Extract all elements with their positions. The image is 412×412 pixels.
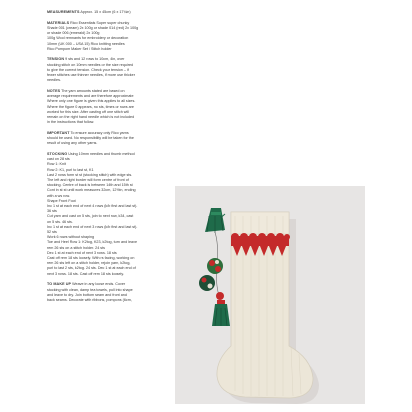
stocking-line: Inc 1 st at each end of next 3 rows (k/b first and last st). xyxy=(47,224,138,229)
stocking-line: purl to last 2 sts, k2tog. 24 sts. Dec 1 st at each end of xyxy=(47,266,136,271)
stocking-illustration xyxy=(175,186,365,404)
make-up-line: stocking with clean, damp tea towels, pull into shape xyxy=(47,287,133,292)
tension-line: to give the correct tension. Check your tension – if xyxy=(47,67,129,72)
materials-line: 10mm (UK 000 – USA 15) Rico knitting needles xyxy=(47,41,125,46)
tension-heading: TENSION xyxy=(47,57,65,62)
stocking-line: on 5 sts. 46 sts. xyxy=(47,219,73,224)
notes-line: worked for this size. After casting off one stitch will xyxy=(47,109,129,114)
stocking-line: stocking. Centre of back is between 14th and 15th st xyxy=(47,183,133,188)
stocking-line: Shape Front Foot xyxy=(47,198,76,203)
materials-line: or shade 006 (emerald) 2x 100g xyxy=(47,31,100,36)
measurements-heading: MEASUREMENTS xyxy=(47,10,80,14)
stocking-line: Work 6 rows without shaping xyxy=(47,235,95,240)
stocking-line: Cut yarn and cast on 5 sts, join to next row, k34, cast xyxy=(47,214,134,219)
pompom-upper xyxy=(207,258,223,274)
materials-heading: MATERIALS xyxy=(47,20,70,25)
stocking-line: next 3 rows. 18 sts. Cast off rem 18 sts loosely. xyxy=(47,271,124,276)
stocking-photo xyxy=(175,186,365,404)
stocking-line: Inc 1 st at each end of next 4 rows (k/b first and last st). xyxy=(47,204,138,208)
measurements-section xyxy=(47,10,175,15)
stocking-line: cast on 28 sts xyxy=(47,157,70,162)
notes-line: Where the figure 0 appears, no sts, times or rows are xyxy=(47,104,134,109)
important-line: result of using any other yarns. xyxy=(47,141,98,146)
important-line: should be used. No responsibility will be taken for the xyxy=(47,136,134,141)
make-up-line: back seams. Decorate with ribbons, pompons (6cm, xyxy=(47,297,132,302)
notes-line: Where only one figure is given this applies to all sizes. xyxy=(47,99,136,104)
stocking-line: with a ws row. xyxy=(47,193,70,198)
materials-line: Shade 001 (cream) 2x 100g or shade 014 (red) 2x 100g xyxy=(47,25,139,30)
stocking-line: Row 1: Knit xyxy=(47,162,66,167)
stocking-line: Dec 1 st at each end of next 3 rows. 18 sts xyxy=(47,250,117,255)
tension-line: needles. xyxy=(47,78,61,83)
make-up-section xyxy=(47,282,175,303)
stocking-cuff xyxy=(231,212,289,234)
important-section xyxy=(47,131,175,147)
materials-line: Rico Essentials Super super chunky xyxy=(70,20,130,25)
measurements-text: Approx. 15 x 45cm (6 x 17¾in) xyxy=(80,10,131,14)
stocking-section xyxy=(47,152,175,277)
tension-line: fewer stitches use thinner needles, if more use thicker xyxy=(47,73,135,78)
stocking-line: Cont in st st until work measures 32cm, 12½in, ending xyxy=(47,188,136,193)
notes-heading: NOTES xyxy=(47,88,61,93)
small-red-pompom xyxy=(216,292,224,300)
stocking-line: rem 26 sts on a stitch holder. 24 sts xyxy=(47,245,106,250)
make-up-line: Weave in any loose ends. Cover xyxy=(72,282,126,287)
materials-line: Rico Pompom Maker Set / Stitch holder xyxy=(47,46,112,51)
stocking-line: Toe and Heel Row 1: K2tog, K23, k2tog, turn and leave xyxy=(47,240,137,245)
tension-line: stocking stitch on 10mm needles or the size required xyxy=(47,62,134,67)
materials-line: 100g Wool remnants for embroidery or decoration xyxy=(47,36,129,41)
stocking-line: Row 2: K1, purl to last st, K1 xyxy=(47,167,94,172)
pompom-lower xyxy=(199,275,215,291)
stocking-line: The left and right border will form centre of front of xyxy=(47,177,129,182)
stocking-line: 52 sts xyxy=(47,230,57,235)
make-up-heading: TO MAKE UP xyxy=(47,282,72,287)
stocking-line: rem 26 sts left on a stitch holder, rejoin yarn, k2tog, xyxy=(47,261,131,266)
instructions-column xyxy=(47,10,175,309)
important-line: To ensure accuracy only Rico yarns xyxy=(70,130,129,135)
stocking-line: Using 10mm needles and thumb method xyxy=(68,151,135,156)
notes-line: in the instructions that follow. xyxy=(47,120,95,125)
notes-line: average requirements and are therefore approximate xyxy=(47,94,134,99)
materials-section xyxy=(47,21,175,52)
notes-line: The yarn amounts stated are based on xyxy=(61,88,125,93)
important-heading: IMPORTANT xyxy=(47,130,70,135)
tension-line: 9 sts and 12 rows to 10cm, 4in, over xyxy=(65,57,125,62)
stocking-line: Last 2 rows form st st (stocking stitch) with edge sts. xyxy=(47,172,133,177)
stocking-line: Cast off rem 18 sts loosely. With rs facing, working on xyxy=(47,256,135,261)
tension-section xyxy=(47,57,175,83)
make-up-line: and leave to dry. Join bottom seam and front and xyxy=(47,292,127,297)
stocking-heading: STOCKING xyxy=(47,151,68,156)
notes-line: remain on the right hand needle which is not included xyxy=(47,114,135,119)
notes-section xyxy=(47,89,175,125)
stocking-line: 36 sts xyxy=(47,209,57,214)
